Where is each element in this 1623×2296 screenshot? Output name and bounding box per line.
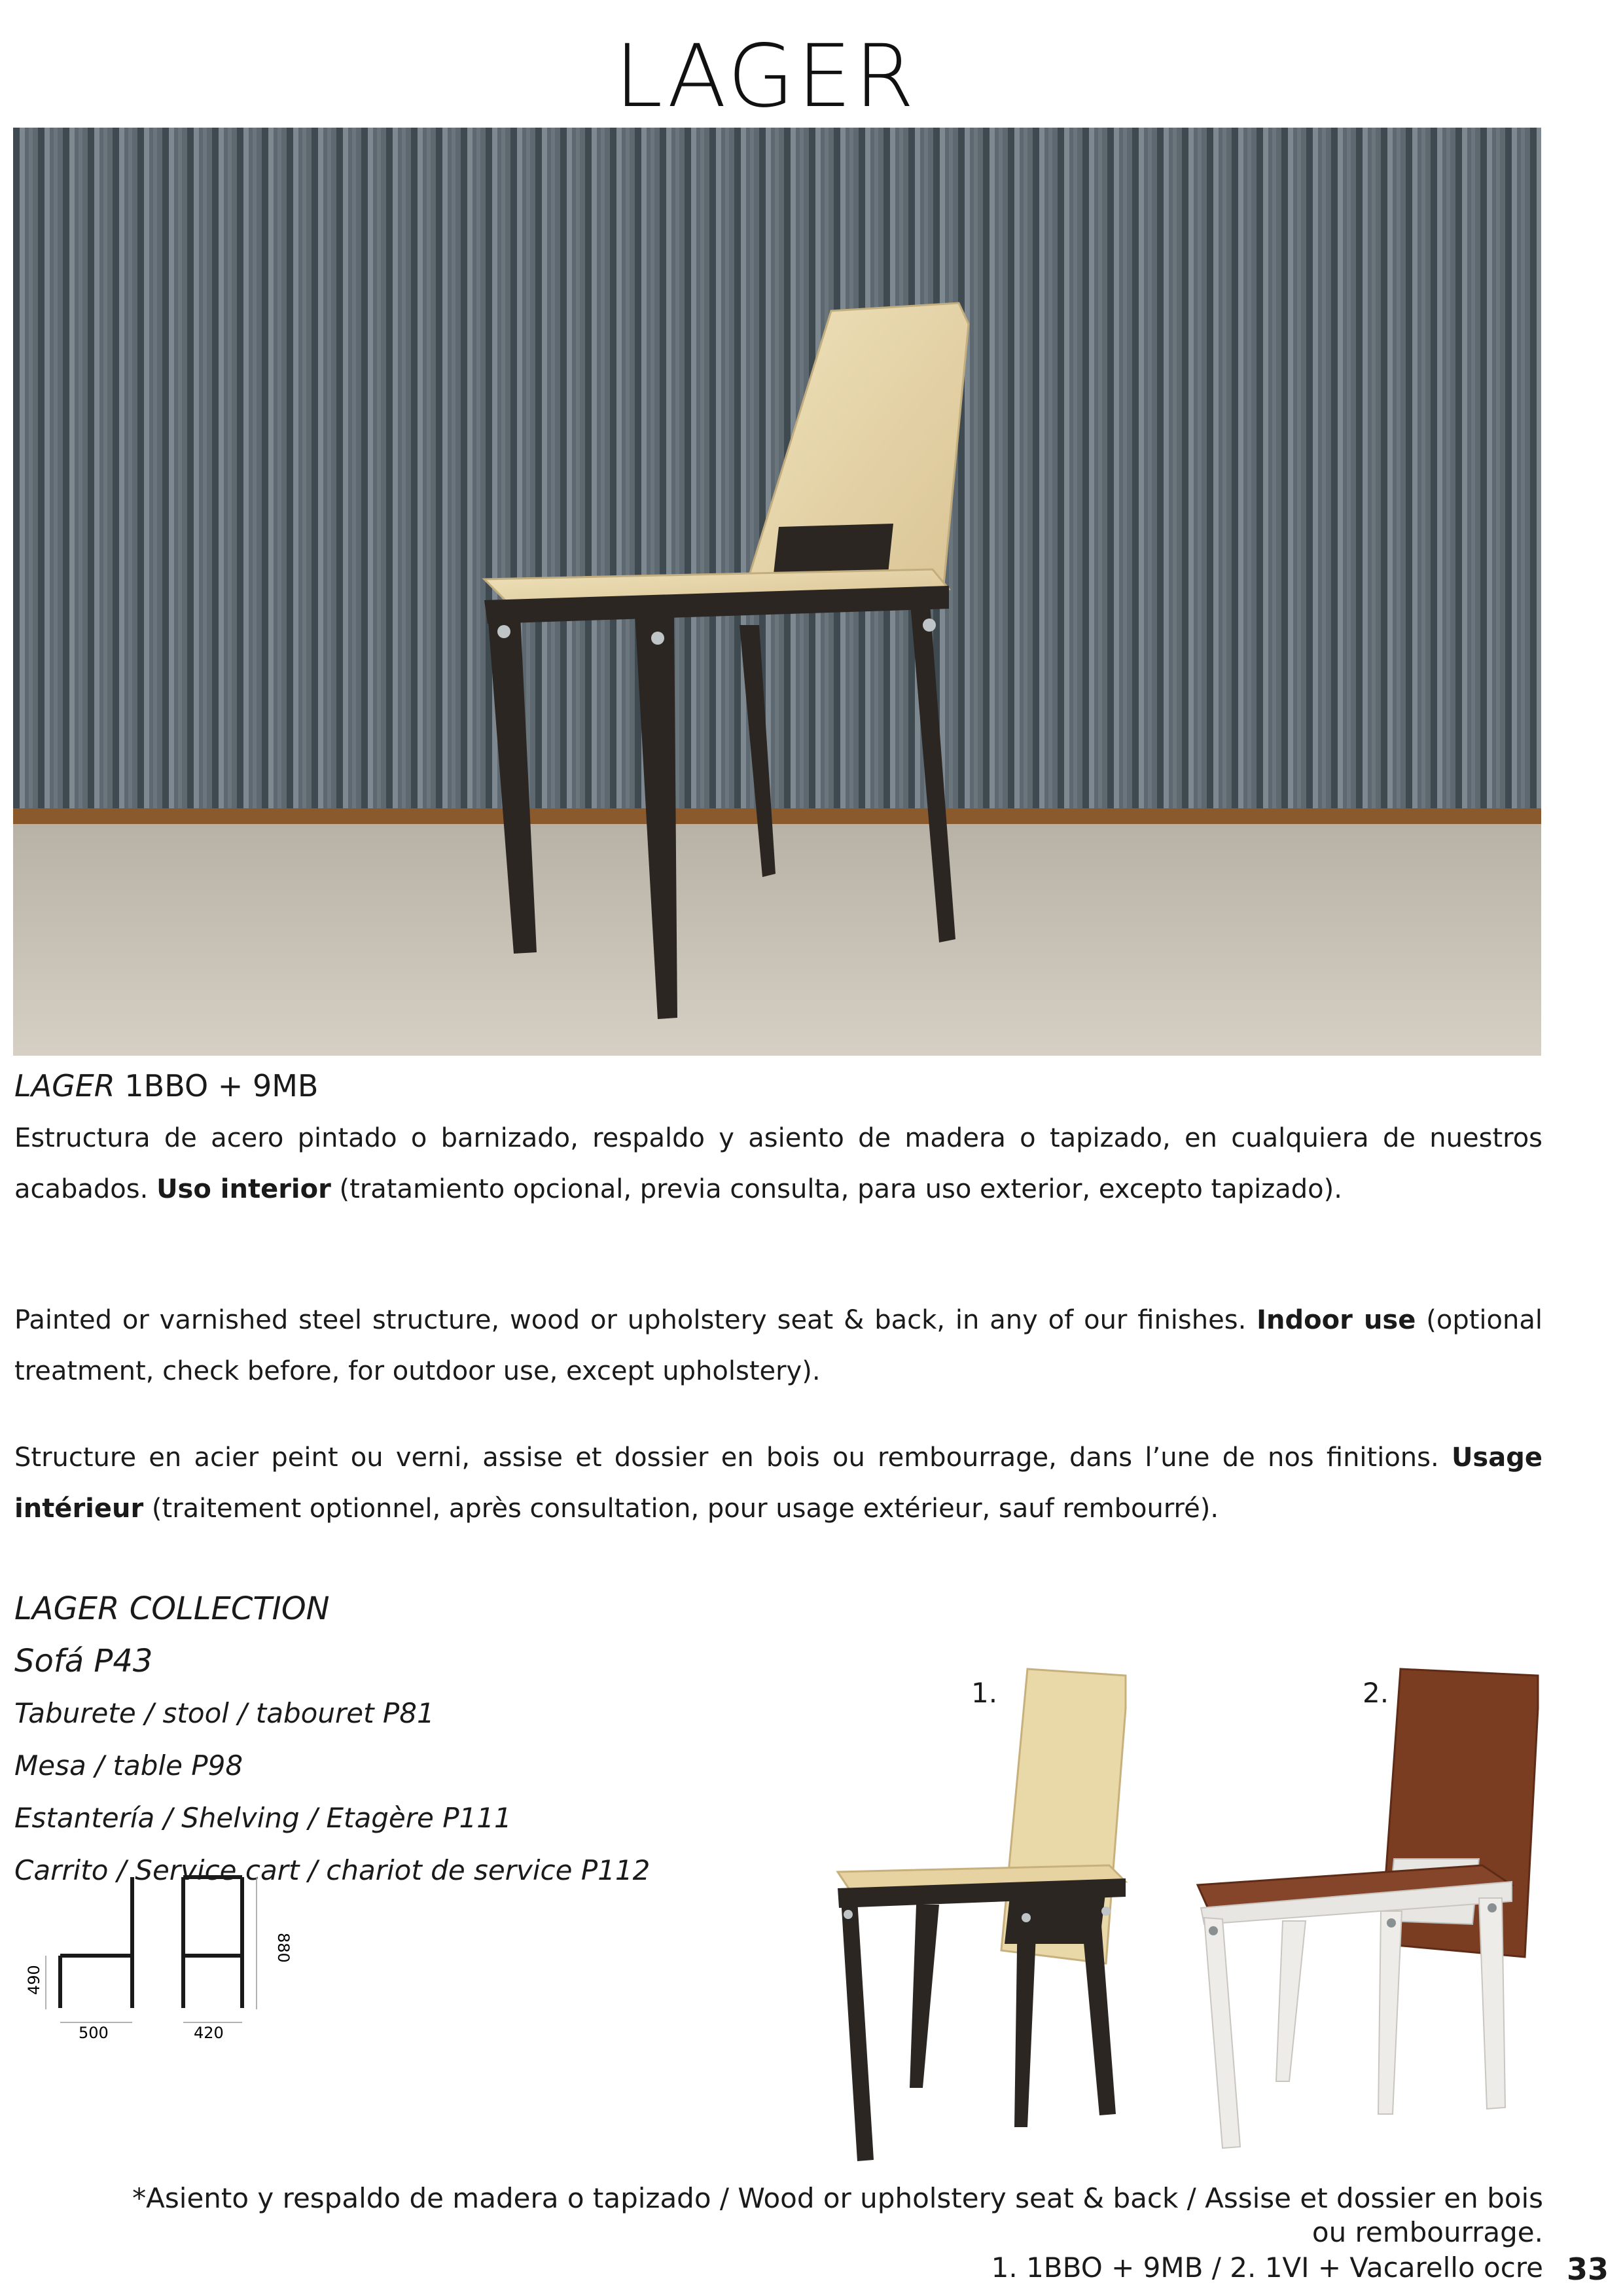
collection-list — [14, 1583, 650, 1897]
dim-width: 500 — [79, 2024, 109, 2041]
collection-item: Taburete / stool / tabouret P81 — [14, 1697, 435, 1729]
description-fr-text: Structure en acier peint ou verni, assise et dossier en bois ou rembourrage, dans l’une de nos finitions. — [14, 1443, 1452, 1473]
collection-item: Sofá P43 — [14, 1643, 153, 1679]
collection-item: Carrito / Service cart / chariot de service P112 — [14, 1854, 651, 1886]
footnote-line-3: 1. 1BBO + 9MB / 2. 1VI + Vacarello ocre — [991, 2251, 1543, 2284]
dim-seat-height: 490 — [25, 1965, 43, 1995]
variant-1-image — [818, 1656, 1158, 2179]
description-fr-text-2: (traitement optionnel, après consultation, pour usage extérieur, sauf rembourré). — [143, 1494, 1219, 1524]
description-en-bold: Indoor use — [1257, 1305, 1416, 1335]
collection-item: Mesa / table P98 — [14, 1749, 243, 1782]
description-en — [14, 1295, 1543, 1397]
collection-item: Estantería / Shelving / Etagère P111 — [14, 1802, 512, 1834]
collection-heading: LAGER COLLECTION — [14, 1590, 330, 1627]
footnote-line-2: ou rembourrage. — [1311, 2216, 1543, 2248]
dim-total-height: 880 — [274, 1933, 293, 1963]
footnote-line-1: *Asiento y respaldo de madera o tapizado / Wood or upholstery seat & back / Assise et dossier en bois — [132, 2182, 1543, 2214]
product-name: LAGER — [14, 1068, 115, 1103]
dimension-diagram — [13, 1857, 314, 2041]
product-code: 1BBO + 9MB — [124, 1068, 319, 1103]
description-fr — [14, 1432, 1543, 1534]
dim-depth: 420 — [194, 2024, 224, 2041]
variant-2-label: 2. — [1363, 1677, 1389, 1709]
description-en-text-2: (optional treatment, check before, for outdoor use, except upholstery). — [14, 1305, 1543, 1386]
description-en-text: Painted or varnished steel structure, wood or upholstery seat & back, in any of our finishes. — [14, 1305, 1257, 1335]
page-title: LAGER — [615, 26, 917, 127]
variant-2-image — [1185, 1662, 1551, 2179]
description-es-bold: Uso interior — [156, 1174, 331, 1204]
description-es-text: Estructura de acero pintado o barnizado, respaldo y asiento de madera o tapizado, en cualquiera de nuestros acabados. — [14, 1123, 1543, 1204]
hero-photo — [13, 128, 1541, 1056]
variant-1-label: 1. — [971, 1677, 998, 1709]
description-es-text-2: (tratamiento opcional, previa consulta, para uso exterior, excepto tapizado). — [330, 1174, 1342, 1204]
page-number: 33 — [1566, 2251, 1609, 2287]
product-title — [14, 1068, 319, 1103]
description-fr-bold: Usage intérieur — [14, 1443, 1543, 1524]
description-es — [14, 1113, 1543, 1215]
